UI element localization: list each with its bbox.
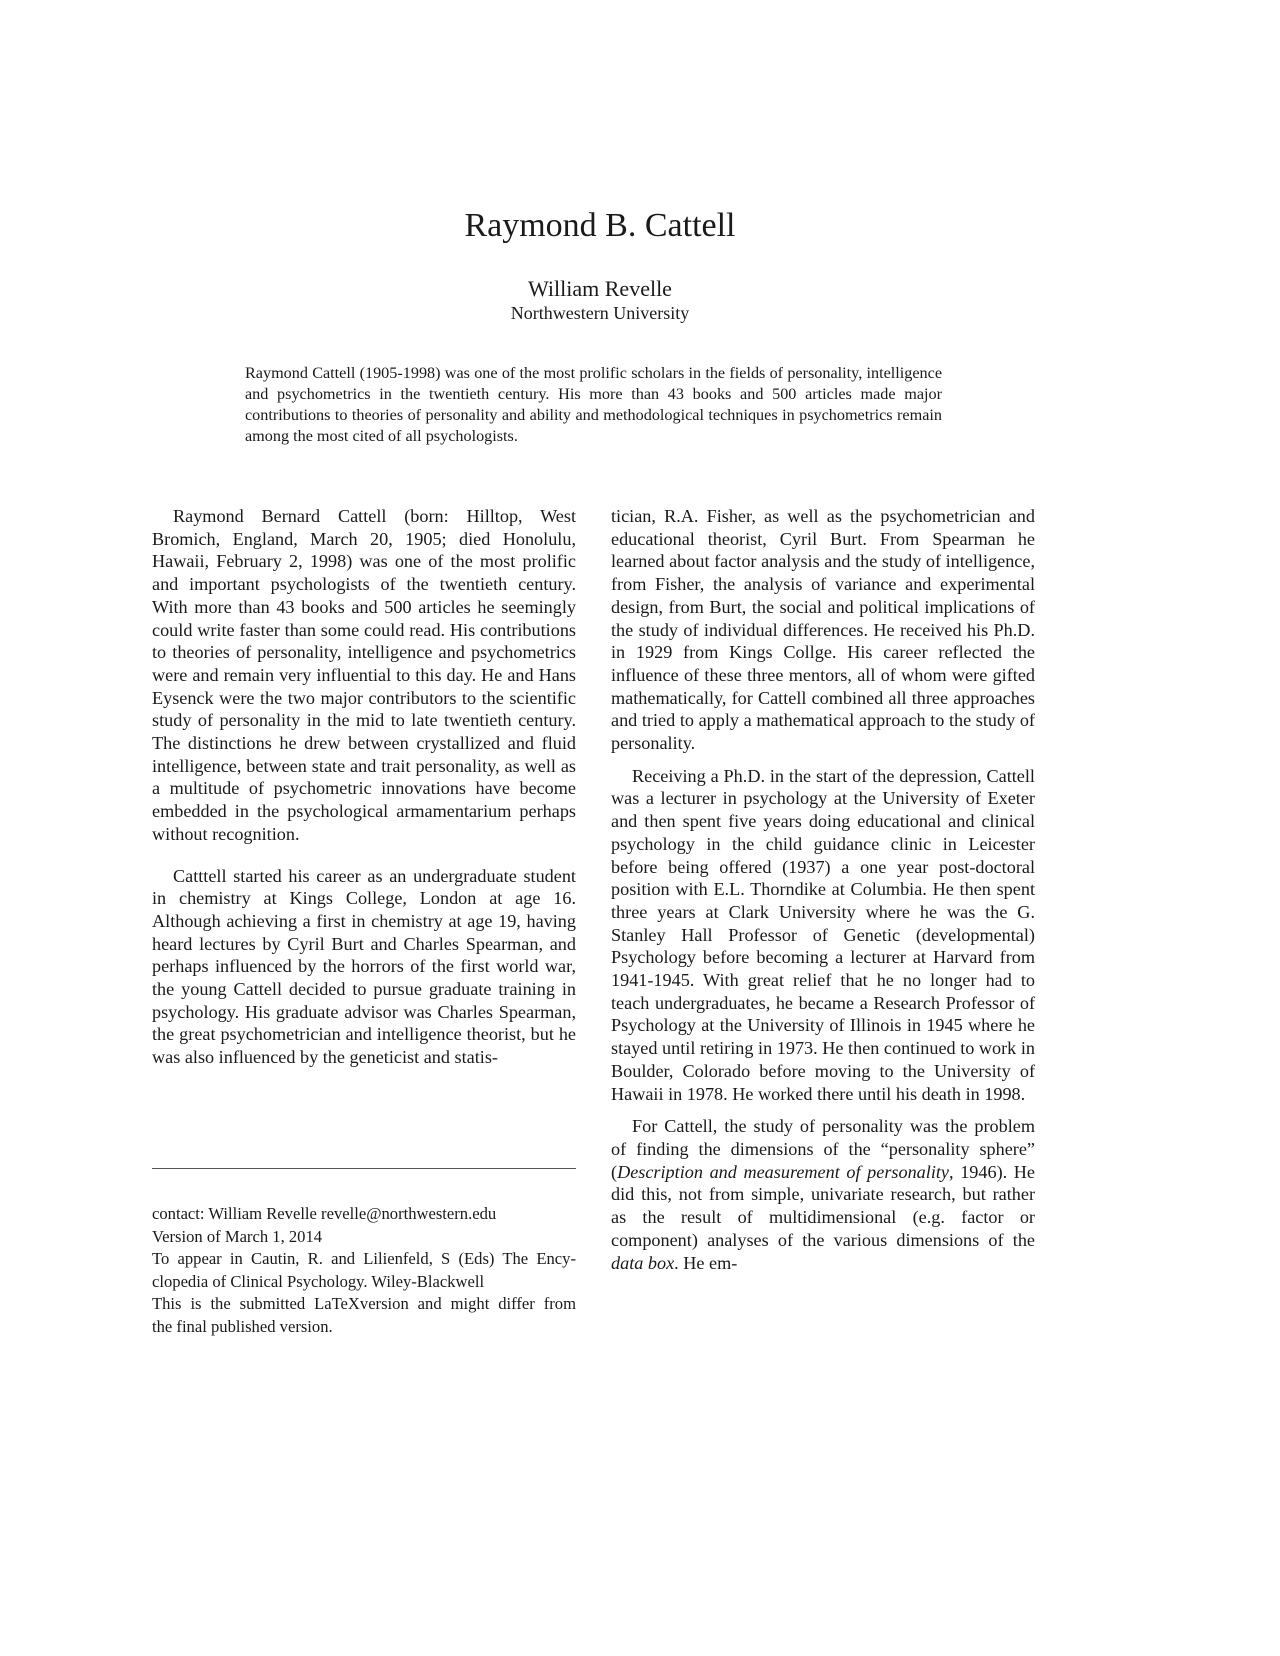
body-paragraph: [611, 1115, 1035, 1274]
footnote: [152, 1203, 576, 1338]
latex-logo: LaTeX: [314, 1294, 360, 1313]
footnote-contact: contact: William Revelle revelle@northwestern.edu: [152, 1204, 497, 1223]
footnote-appear-line: To appear in Cautin, R. and Lilienfeld, S (Eds) The Ency-: [152, 1249, 576, 1268]
body-text: , 1946). He did this, not from simple, univariate research, but rather as the result of multidimensional (e.g. factor or component) analyses of the various dimensions of the: [611, 1161, 1035, 1250]
author-affiliation: Northwestern University: [510, 303, 690, 323]
italic-term: data box: [611, 1252, 675, 1273]
left-column: [152, 505, 576, 1069]
footnote-submitted-text: This is the submitted: [152, 1294, 315, 1313]
footnote-submitted-line: [152, 1293, 576, 1316]
footnote-version: Version of March 1, 2014: [152, 1226, 323, 1246]
body-paragraph: Catttell started his career as an undergraduate student in chemistry at Kings College, London at age 16. Although achieving a first in chemistry at age 19, having heard lectures by Cyril Burt and Charles Spearman, and perhaps influenced by the horrors of the first world war, the young Cattell decided to pursue graduate training in psychology. His graduate advisor was Charles Spearman, the great psychometrician and intelligence theorist, but he was also influenced by the geneticist and statis-: [152, 865, 576, 1068]
abstract: Raymond Cattell (1905-1998) was one of the most prolific scholars in the fields of personality, intelligence and psychometrics in the twentieth century. His more than 43 books and 500 articles made major contributions to theories of personality and ability and methodological techniques in psychometrics remain among the most cited of all psychologists.: [245, 364, 942, 445]
book-title: Description and measurement of personality: [617, 1161, 950, 1182]
body-paragraph: Raymond Bernard Cattell (born: Hilltop, West Bromich, England, March 20, 1905; died Honolulu, Hawaii, February 2, 1998) was one of the most prolific and important psychologists of the twentieth century. With more than 43 books and 500 articles he seemingly could write faster than some could read. His contributions to theories of personality, intelligence and psychometrics were and remain very influential to this day. He and Hans Eysenck were the two major contributors to the scientific study of personality in the mid to late twentieth century. The distinctions he drew between crystallized and fluid intelligence, between state and trait personality, as well as a multitude of psychometric innovations have become embedded in the psychological armamentarium perhaps without recognition.: [152, 506, 576, 844]
body-text: For Cattell, the study of personality was the problem of finding the dimensions of the “personality sphere” (: [611, 1116, 1035, 1182]
footnote-final-line: the final published version.: [152, 1316, 333, 1336]
body-text: . He em-: [674, 1252, 738, 1273]
footnote-submitted-text: version and might differ from: [359, 1294, 576, 1313]
footnote-appear-line: clopedia of Clinical Psychology. Wiley-Blackwell: [152, 1271, 485, 1291]
footnote-rule: [152, 1168, 576, 1169]
body-paragraph: Receiving a Ph.D. in the start of the depression, Cattell was a lecturer in psychology at the University of Exeter and then spent five years doing educational and clinical psychology in the child guidance clinic in Leicester before being offered (1937) a one year post-doctoral position with E.L. Thorndike at Columbia. He then spent three years at Clark University where he was the G. Stanley Hall Professor of Genetic (developmental) Psychology before becoming a lecturer at Harvard from 1941-1945. With great relief that he no longer had to teach undergraduates, he became a Research Professor of Psychology at the University of Illinois in 1945 where he stayed until retiring in 1973. He then continued to work in Boulder, Colorado before moving to the University of Hawaii in 1978. He worked there until his death in 1998.: [611, 765, 1035, 1104]
body-paragraph: tician, R.A. Fisher, as well as the psychometrician and educational theorist, Cyril Burt. From Spearman he learned about factor analysis and the study of intelligence, from Fisher, the analysis of variance and experimental design, from Burt, the social and political implications of the study of individual differences. He received his Ph.D. in 1929 from Kings Collge. His career reflected the influence of these three mentors, all of whom were gifted mathematically, for Cattell combined all three approaches and tried to apply a mathematical approach to the study of personality.: [611, 506, 1035, 754]
right-column: [611, 505, 1035, 1274]
author-name: William Revelle: [528, 276, 672, 301]
paper-title: Raymond B. Cattell: [464, 207, 736, 244]
